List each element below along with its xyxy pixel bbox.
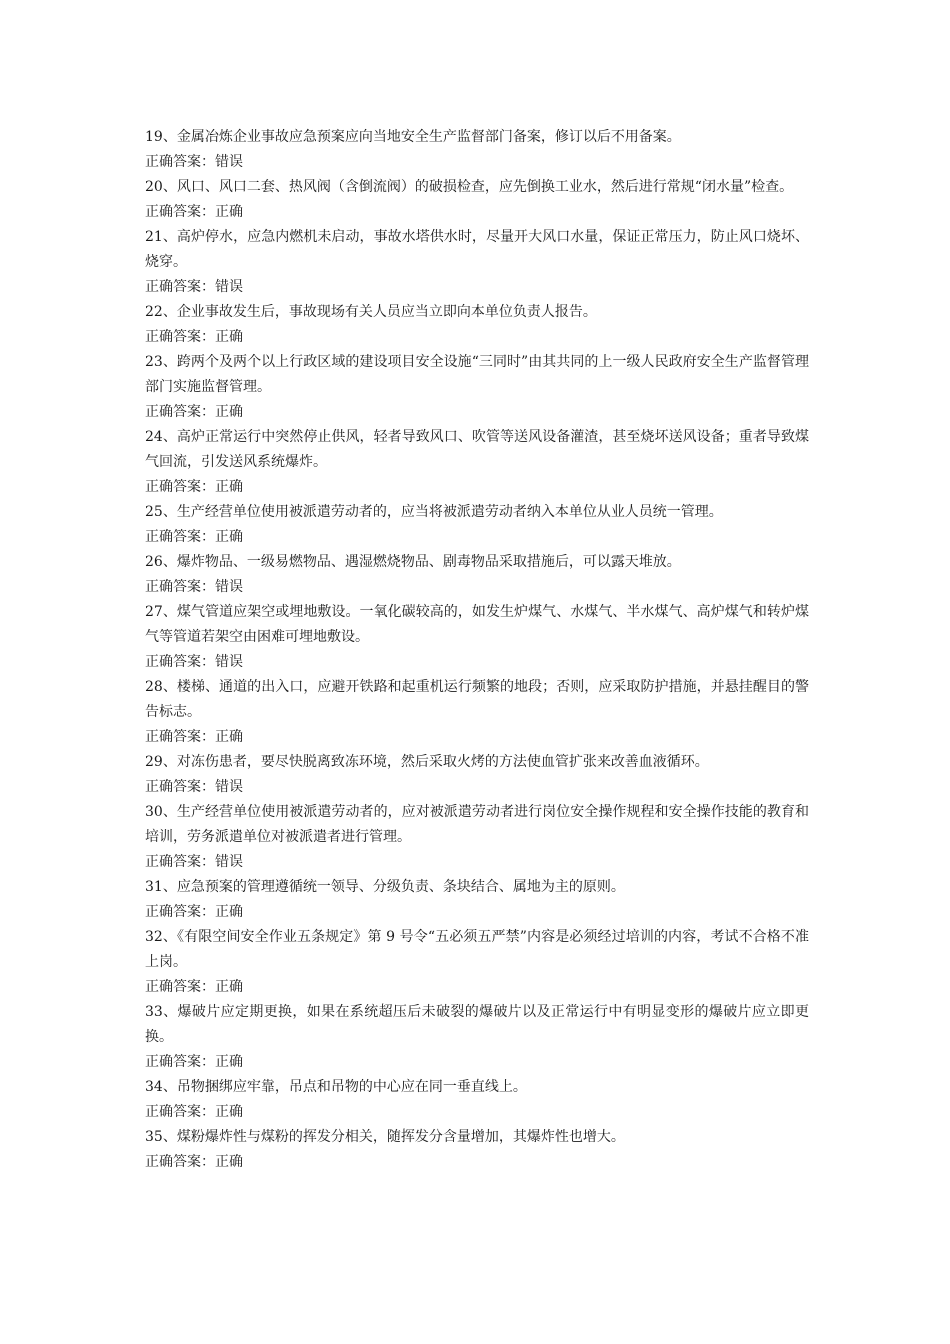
answer-value: 正确 xyxy=(215,1104,243,1120)
answer-label: 正确答案： xyxy=(145,729,215,745)
question-text: 24、高炉正常运行中突然停止供风，轻者导致风口、吹管等送风设备灌渣，甚至烧坏送风设备；重者导致煤气回流，引发送风系统爆炸。 xyxy=(145,429,809,470)
answer-value: 错误 xyxy=(215,579,243,595)
answer-value: 错误 xyxy=(215,279,243,295)
question-text: 27、煤气管道应架空或埋地敷设。一氧化碳较高的，如发生炉煤气、水煤气、半水煤气、高炉煤气和转炉煤气等管道若架空由困难可埋地敷设。 xyxy=(145,604,809,645)
question-item-26 xyxy=(145,550,809,600)
answer-line xyxy=(145,325,809,350)
question-text: 31、应急预案的管理遵循统一领导、分级负责、条块结合、属地为主的原则。 xyxy=(145,879,625,895)
question-item-19 xyxy=(145,125,809,175)
question-item-28 xyxy=(145,675,809,750)
answer-value: 错误 xyxy=(215,854,243,870)
question-item-24 xyxy=(145,425,809,500)
question-text: 19、金属冶炼企业事故应急预案应向当地安全生产监督部门备案，修订以后不用备案。 xyxy=(145,129,681,145)
answer-line xyxy=(145,400,809,425)
question-text: 33、爆破片应定期更换，如果在系统超压后未破裂的爆破片以及正常运行中有明显变形的爆破片应立即更换。 xyxy=(145,1004,809,1045)
answer-line xyxy=(145,975,809,1000)
answer-line xyxy=(145,1150,809,1175)
answer-line xyxy=(145,150,809,175)
question-text: 22、企业事故发生后，事故现场有关人员应当立即向本单位负责人报告。 xyxy=(145,304,597,320)
answer-label: 正确答案： xyxy=(145,979,215,995)
answer-line xyxy=(145,1100,809,1125)
answer-value: 错误 xyxy=(215,779,243,795)
question-text: 30、生产经营单位使用被派遣劳动者的，应对被派遣劳动者进行岗位安全操作规程和安全操作技能的教育和培训，劳务派遣单位对被派遣者进行管理。 xyxy=(145,804,809,845)
question-item-20 xyxy=(145,175,809,225)
answer-line xyxy=(145,850,809,875)
question-item-30 xyxy=(145,800,809,875)
answer-label: 正确答案： xyxy=(145,654,215,670)
question-item-34 xyxy=(145,1075,809,1125)
answer-value: 正确 xyxy=(215,729,243,745)
question-text: 28、楼梯、通道的出入口，应避开铁路和起重机运行频繁的地段；否则，应采取防护措施，并悬挂醒目的警告标志。 xyxy=(145,679,809,720)
question-item-33 xyxy=(145,1000,809,1075)
answer-value: 正确 xyxy=(215,529,243,545)
answer-line xyxy=(145,650,809,675)
question-item-32 xyxy=(145,925,809,1000)
answer-line xyxy=(145,725,809,750)
answer-value: 正确 xyxy=(215,1154,243,1170)
question-text: 23、跨两个及两个以上行政区域的建设项目安全设施“三同时”由其共同的上一级人民政府安全生产监督管理部门实施监督管理。 xyxy=(145,354,809,395)
answer-value: 错误 xyxy=(215,654,243,670)
answer-label: 正确答案： xyxy=(145,204,215,220)
answer-line xyxy=(145,900,809,925)
answer-value: 正确 xyxy=(215,204,243,220)
question-text: 21、高炉停水，应急内燃机未启动，事故水塔供水时，尽量开大风口水量，保证正常压力，防止风口烧坏、烧穿。 xyxy=(145,229,809,270)
question-text: 34、吊物捆绑应牢靠，吊点和吊物的中心应在同一垂直线上。 xyxy=(145,1079,527,1095)
answer-value: 正确 xyxy=(215,979,243,995)
question-item-29 xyxy=(145,750,809,800)
answer-line xyxy=(145,575,809,600)
question-text: 25、生产经营单位使用被派遣劳动者的，应当将被派遣劳动者纳入本单位从业人员统一管理。 xyxy=(145,504,723,520)
answer-label: 正确答案： xyxy=(145,904,215,920)
answer-label: 正确答案： xyxy=(145,1104,215,1120)
question-item-25 xyxy=(145,500,809,550)
answer-label: 正确答案： xyxy=(145,1154,215,1170)
answer-value: 正确 xyxy=(215,329,243,345)
answer-value: 错误 xyxy=(215,154,243,170)
answer-line xyxy=(145,525,809,550)
answer-line xyxy=(145,475,809,500)
question-list xyxy=(145,125,809,1175)
answer-line xyxy=(145,1050,809,1075)
answer-label: 正确答案： xyxy=(145,479,215,495)
question-item-31 xyxy=(145,875,809,925)
answer-value: 正确 xyxy=(215,479,243,495)
answer-value: 正确 xyxy=(215,404,243,420)
answer-label: 正确答案： xyxy=(145,329,215,345)
answer-value: 正确 xyxy=(215,904,243,920)
answer-label: 正确答案： xyxy=(145,579,215,595)
question-text: 35、煤粉爆炸性与煤粉的挥发分相关，随挥发分含量增加，其爆炸性也增大。 xyxy=(145,1129,625,1145)
question-item-23 xyxy=(145,350,809,425)
answer-value: 正确 xyxy=(215,1054,243,1070)
answer-label: 正确答案： xyxy=(145,854,215,870)
question-text: 29、对冻伤患者，要尽快脱离致冻环境，然后采取火烤的方法使血管扩张来改善血液循环。 xyxy=(145,754,709,770)
question-item-35 xyxy=(145,1125,809,1175)
answer-label: 正确答案： xyxy=(145,779,215,795)
answer-label: 正确答案： xyxy=(145,154,215,170)
answer-label: 正确答案： xyxy=(145,279,215,295)
question-item-27 xyxy=(145,600,809,675)
answer-line xyxy=(145,275,809,300)
question-text: 20、风口、风口二套、热风阀（含倒流阀）的破损检查，应先倒换工业水，然后进行常规“闭水量”检查。 xyxy=(145,179,794,195)
question-item-21 xyxy=(145,225,809,300)
question-text: 32、《有限空间安全作业五条规定》第 9 号令“五必须五严禁”内容是必须经过培训的内容，考试不合格不准上岗。 xyxy=(145,929,809,970)
answer-label: 正确答案： xyxy=(145,529,215,545)
question-text: 26、爆炸物品、一级易燃物品、遇湿燃烧物品、剧毒物品采取措施后，可以露天堆放。 xyxy=(145,554,681,570)
answer-label: 正确答案： xyxy=(145,404,215,420)
answer-line xyxy=(145,200,809,225)
answer-label: 正确答案： xyxy=(145,1054,215,1070)
answer-line xyxy=(145,775,809,800)
question-item-22 xyxy=(145,300,809,350)
